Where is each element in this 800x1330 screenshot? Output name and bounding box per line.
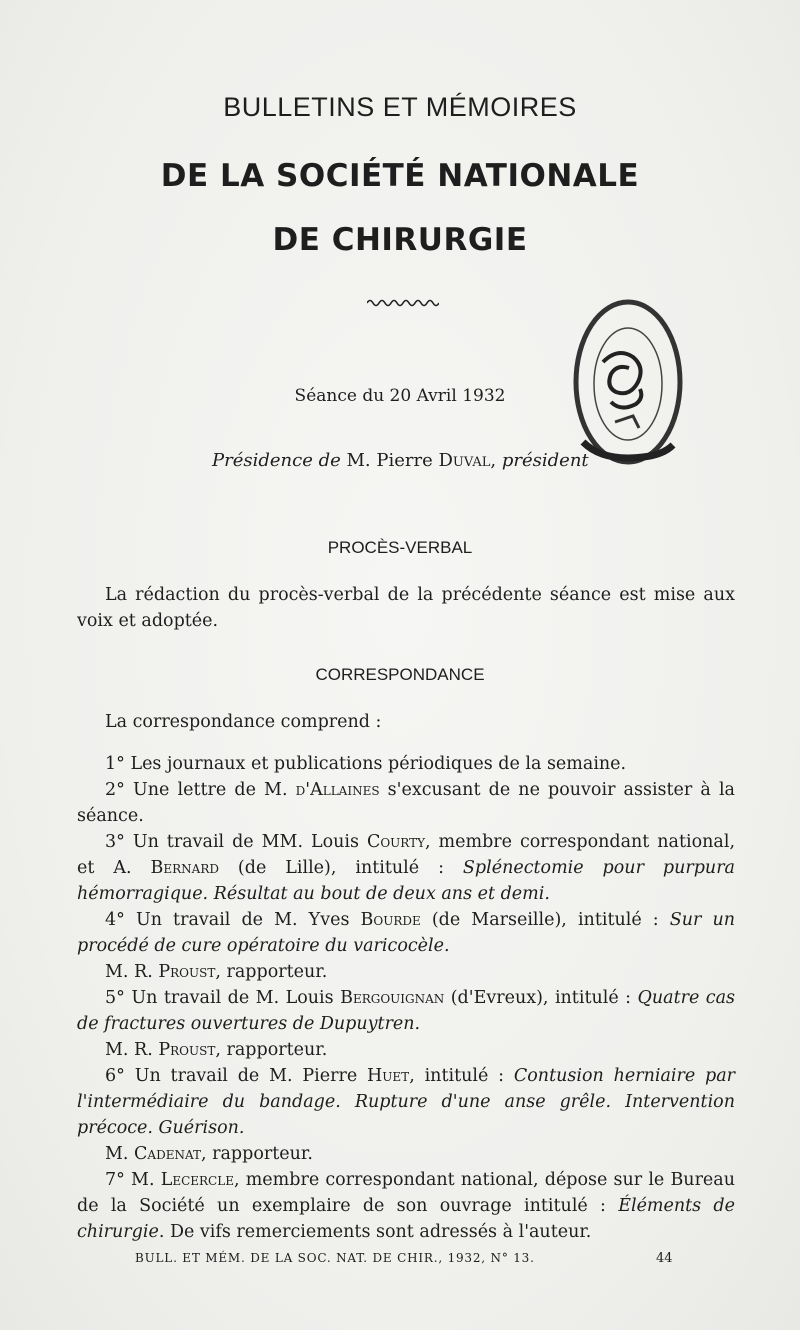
correspondance-intro: La correspondance comprend :	[105, 712, 382, 732]
section-heading-correspondance: CORRESPONDANCE	[315, 665, 485, 684]
rapporteur-line-4: M. R. Proust, rapporteur.	[105, 962, 328, 982]
proces-verbal-text	[77, 582, 735, 634]
list-item-6: 6° Un travail de M. Pierre Huet, intitulé : Contusion herniaire par l'intermédiaire du bandage. Rupture d'une anse grêle. Intervention précoce. Guérison.	[77, 1066, 736, 1138]
presidency-suffix: président	[501, 450, 589, 471]
page-number: 44	[656, 1251, 673, 1266]
session-date: Séance du 20 Avril 1932	[294, 386, 506, 406]
president-first-name: M. Pierre	[346, 450, 433, 471]
journal-title-line3: DE CHIRURGIE	[272, 222, 528, 258]
library-stamp	[563, 292, 693, 472]
presidency-line: Présidence de M. Pierre Duval, président	[212, 450, 589, 471]
list-item-1: 1° Les journaux et publications périodiques de la semaine.	[105, 754, 627, 774]
journal-title-line2: DE LA SOCIÉTÉ NATIONALE	[160, 158, 640, 194]
section-heading-proces-verbal: PROCÈS-VERBAL	[327, 538, 473, 557]
proces-verbal-paragraph: La rédaction du procès-verbal de la précédente séance est mise aux voix et adoptée.	[77, 585, 735, 631]
rapporteur-line-5: M. R. Proust, rapporteur.	[105, 1040, 328, 1060]
list-item-4: 4° Un travail de M. Yves Bourde (de Marseille), intitulé : Sur un procédé de cure opératoire du varicocèle.	[77, 910, 735, 956]
list-item-3: 3° Un travail de MM. Louis Courty, membre correspondant national, et A. Bernard (de Lille), intitulé : Splénectomie pour purpura hémorragique. Résultat au bout de deux ans et demi.	[77, 832, 736, 904]
list-item-7: 7° M. Lecercle, membre correspondant national, dépose sur le Bureau de la Société un exemplaire de son ouvrage intitulé : Éléments de chirurgie. De vifs remerciements sont adressés à l'auteur.	[77, 1170, 735, 1242]
list-item-5: 5° Un travail de M. Louis Bergouignan (d'Evreux), intitulé : Quatre cas de fractures ouvertures de Dupuytren.	[77, 988, 736, 1034]
journal-title-line1: BULLETINS ET MÉMOIRES	[223, 92, 577, 122]
president-last-name: Duval	[438, 450, 491, 471]
rapporteur-line-6: M. Cadenat, rapporteur.	[105, 1144, 313, 1164]
list-item-2: 2° Une lettre de M. d'Allaines s'excusant de ne pouvoir assister à la séance.	[77, 780, 735, 826]
presidency-prefix: Présidence de	[212, 450, 341, 471]
wavy-ornament	[367, 297, 439, 309]
footer-citation: BULL. ET MÉM. DE LA SOC. NAT. DE CHIR., 1932, N° 13.	[135, 1251, 535, 1265]
correspondance-body	[77, 709, 735, 1245]
